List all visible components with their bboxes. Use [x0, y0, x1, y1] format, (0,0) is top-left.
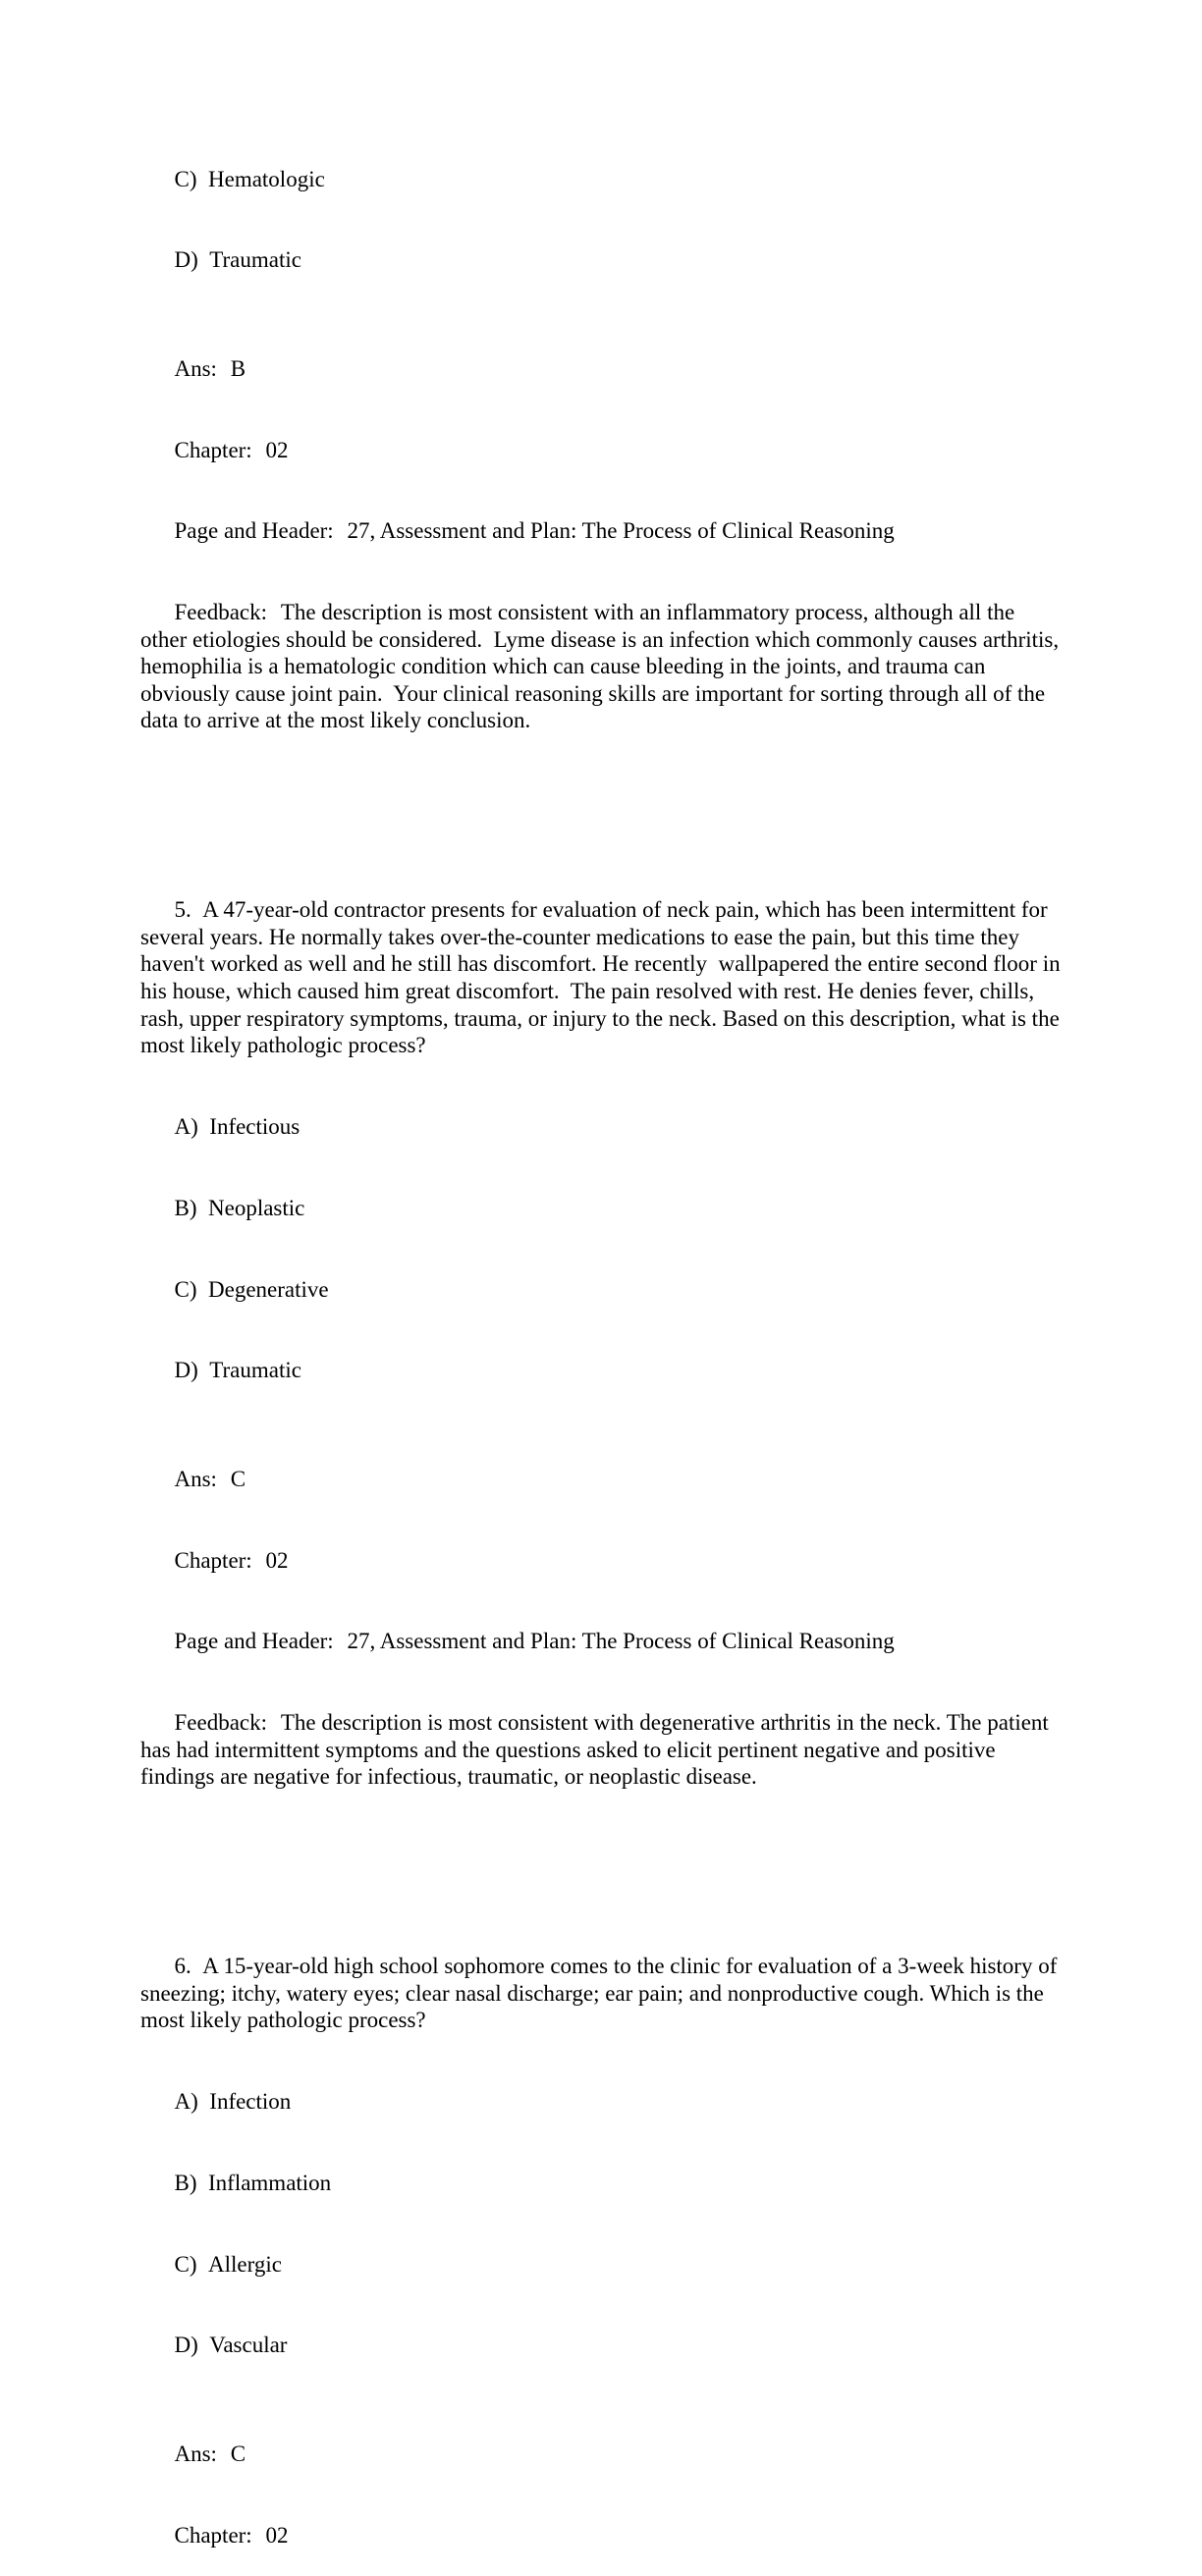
option-row [140, 220, 1065, 301]
question-block [140, 138, 1065, 762]
option-text: Infection [209, 2089, 292, 2114]
feedback-label: Feedback: [174, 1710, 268, 1736]
option-letter: D) [174, 1358, 198, 1383]
option-row [140, 1249, 1065, 1330]
answer-line [140, 2413, 1065, 2495]
option-letter: A) [174, 2089, 198, 2114]
answer-label: Ans: [174, 2441, 217, 2466]
option-row [140, 2061, 1065, 2142]
block-gap [140, 1817, 1065, 1925]
option-row [140, 2305, 1065, 2387]
chapter-value: 02 [265, 1547, 289, 1573]
option-row [140, 1086, 1065, 1167]
chapter-value: 02 [265, 437, 289, 462]
option-text: Infectious [209, 1114, 300, 1139]
feedback-paragraph [140, 1682, 1065, 1817]
chapter-value: 02 [265, 2522, 289, 2548]
option-text: Traumatic [209, 247, 301, 273]
question-number: 5. [174, 897, 191, 923]
blank-line [140, 1412, 1065, 1439]
question-paragraph [140, 870, 1065, 1087]
page-header-label: Page and Header: [174, 1629, 334, 1654]
option-row [140, 1330, 1065, 1412]
question-paragraph [140, 1925, 1065, 2061]
option-letter: C) [174, 2251, 197, 2277]
answer-line [140, 328, 1065, 409]
answer-line [140, 1438, 1065, 1520]
answer-value: C [230, 2441, 246, 2466]
feedback-text: The description is most consistent with an inflammatory process, although all the other etiologies should be considered. Lyme disease is an infection which commonly causes arthritis, hemophilia is a hematologic condition which can cause bleeding in the joints, and trauma can obviously cause joint pain. Your clinical reasoning skills are important for sorting through all of the data to arrive at the most likely conclusion. [140, 600, 1065, 733]
chapter-line [140, 2495, 1065, 2576]
feedback-paragraph [140, 572, 1065, 762]
question-text: A 15-year-old high school sophomore comes to the clinic for evaluation of a 3-week history of sneezing; itchy, watery eyes; clear nasal discharge; ear pain; and nonproductive cough. Which is the most likely pathologic process? [140, 1954, 1064, 2033]
question-block [140, 1925, 1065, 2575]
question-number: 6. [174, 1954, 191, 1979]
option-row [140, 1167, 1065, 1249]
answer-label: Ans: [174, 355, 217, 381]
answer-label: Ans: [174, 1466, 217, 1491]
chapter-label: Chapter: [174, 2522, 252, 2548]
page-header-value: 27, Assessment and Plan: The Process of Clinical Reasoning [347, 518, 895, 544]
blank-line [140, 301, 1065, 329]
option-row [140, 138, 1065, 220]
chapter-label: Chapter: [174, 437, 252, 462]
option-letter: D) [174, 2333, 198, 2358]
page-header-line [140, 1601, 1065, 1683]
answer-value: C [230, 1466, 246, 1491]
chapter-line [140, 1520, 1065, 1601]
option-letter: A) [174, 1114, 198, 1139]
page-header-value: 27, Assessment and Plan: The Process of Clinical Reasoning [347, 1629, 895, 1654]
question-block [140, 870, 1065, 1818]
page-header-label: Page and Header: [174, 518, 334, 544]
block-gap [140, 762, 1065, 870]
feedback-label: Feedback: [174, 600, 268, 625]
question-text: A 47-year-old contractor presents for evaluation of neck pain, which has been intermittent for several years. He normally takes over-the-counter medications to ease the pain, but this time they haven't worked as well and he still has discomfort. He recently wallpapered the entire second floor in his house, which caused him great discomfort. The pain resolved with rest. He denies fever, chills, rash, upper respiratory symptoms, trauma, or injury to the neck. Based on this description, what is the most likely pathologic process? [140, 897, 1066, 1058]
option-text: Vascular [209, 2333, 288, 2358]
option-row [140, 2224, 1065, 2305]
option-text: Neoplastic [208, 1195, 305, 1220]
page-header-line [140, 491, 1065, 572]
option-text: Inflammation [208, 2170, 332, 2195]
answer-value: B [230, 355, 246, 381]
option-row [140, 2142, 1065, 2224]
option-letter: C) [174, 1276, 197, 1302]
chapter-label: Chapter: [174, 1547, 252, 1573]
blank-line [140, 2387, 1065, 2414]
option-letter: C) [174, 166, 197, 191]
option-letter: B) [174, 1195, 197, 1220]
chapter-line [140, 409, 1065, 491]
option-text: Degenerative [208, 1276, 329, 1302]
option-letter: B) [174, 2170, 197, 2195]
option-text: Traumatic [209, 1358, 301, 1383]
option-text: Allergic [208, 2251, 282, 2277]
feedback-text: The description is most consistent with degenerative arthritis in the neck. The patient has had intermittent symptoms and the questions asked to elicit pertinent negative and positive findings are negative for infectious, traumatic, or neoplastic disease. [140, 1710, 1055, 1790]
option-letter: D) [174, 247, 198, 273]
option-text: Hematologic [208, 166, 325, 191]
